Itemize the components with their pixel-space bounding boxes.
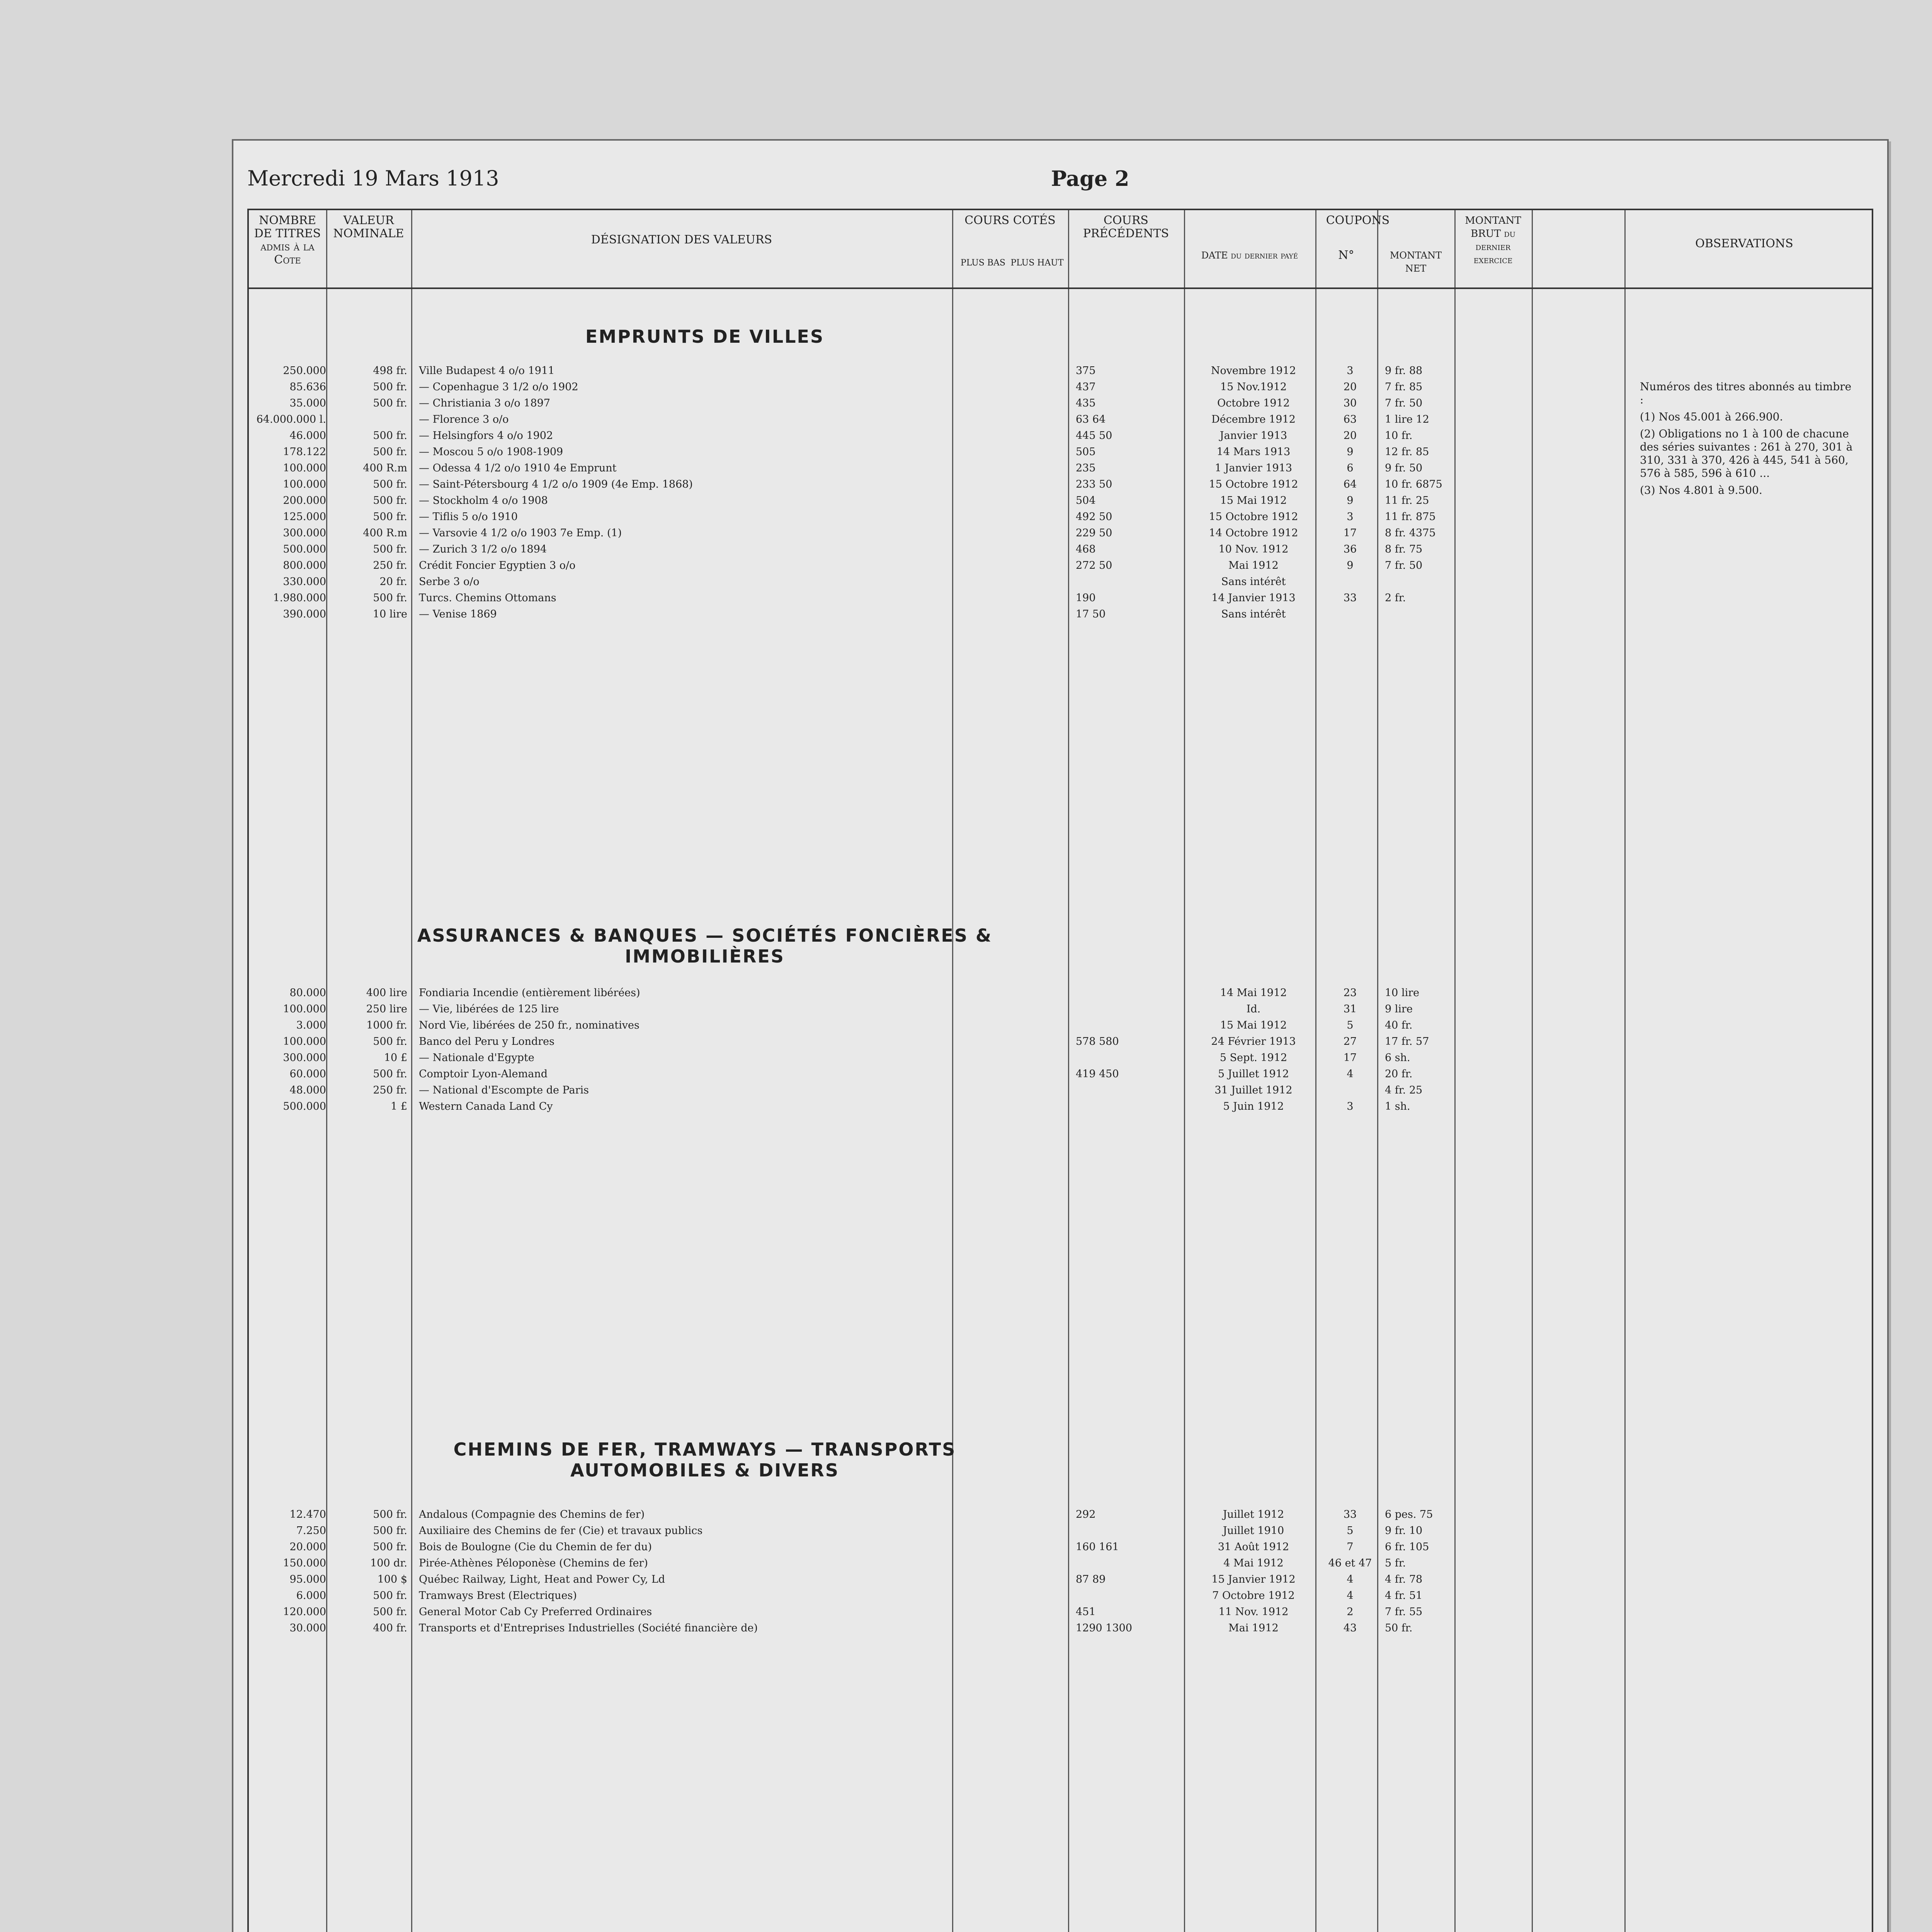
- table-cell: 15 Octobre 1912: [1209, 478, 1298, 490]
- table-cell: Ville Budapest 4 o/o 1911: [419, 365, 555, 377]
- table-cell: 500 fr.: [373, 1509, 407, 1520]
- table-cell: Banco del Peru y Londres: [419, 1036, 555, 1048]
- table-row: [253, 1573, 1489, 1589]
- obs-numeros-1: (1) Nos 45.001 à 266.900.: [1640, 410, 1783, 423]
- table-cell: 300.000: [283, 1052, 326, 1064]
- table-cell: 2 fr.: [1385, 592, 1406, 604]
- table-cell: 87 89: [1076, 1573, 1106, 1585]
- table-cell: — Saint-Pétersbourg 4 1/2 o/o 1909 (4e Emp. 1868): [419, 478, 693, 490]
- table-cell: 14 Janvier 1913: [1211, 592, 1296, 604]
- table-row: [253, 430, 1489, 445]
- col-header-plus-haut: PLUS HAUT: [1010, 258, 1064, 268]
- table-cell: 235: [1076, 462, 1096, 474]
- table-cell: Bois de Boulogne (Cie du Chemin de fer du): [419, 1541, 652, 1553]
- table-cell: Crédit Foncier Egyptien 3 o/o: [419, 560, 576, 571]
- col-divider: [1624, 210, 1626, 1932]
- table-cell: 8 fr. 4375: [1385, 527, 1436, 539]
- table-cell: 500 fr.: [373, 543, 407, 555]
- table-cell: 500 fr.: [373, 381, 407, 393]
- table-cell: 43: [1343, 1622, 1357, 1634]
- table-cell: 5 fr.: [1385, 1557, 1406, 1569]
- table-cell: 6 sh.: [1385, 1052, 1410, 1064]
- table-cell: 1 lire 12: [1385, 413, 1429, 425]
- section-title: ASSURANCES & BANQUES — SOCIÉTÉS FONCIÈRES & IMMOBILIÈRES: [417, 925, 993, 967]
- table-cell: 100.000: [283, 462, 326, 474]
- table-cell: 7 fr. 85: [1385, 381, 1423, 393]
- table-cell: 2: [1347, 1606, 1354, 1618]
- table-cell: 9: [1347, 495, 1354, 507]
- table-cell: Nord Vie, libérées de 250 fr., nominatives: [419, 1019, 639, 1031]
- table-cell: — Zurich 3 1/2 o/o 1894: [419, 543, 547, 555]
- table-row: [253, 462, 1489, 478]
- table-cell: 30: [1343, 397, 1357, 409]
- table-cell: 504: [1076, 495, 1096, 507]
- table-cell: 6 fr. 105: [1385, 1541, 1429, 1553]
- table-cell: 9 fr. 50: [1385, 462, 1423, 474]
- table-cell: 15 Mai 1912: [1220, 1019, 1287, 1031]
- table-cell: 27: [1343, 1036, 1357, 1048]
- section-title: EMPRUNTS DE VILLES: [585, 326, 825, 347]
- table-cell: Fondiaria Incendie (entièrement libérées): [419, 987, 640, 999]
- table-cell: 63: [1343, 413, 1357, 425]
- table-cell: 10 fr.: [1385, 430, 1413, 442]
- table-cell: 200.000: [283, 495, 326, 507]
- table-cell: 500 fr.: [373, 397, 407, 409]
- table-cell: 4 fr. 78: [1385, 1573, 1423, 1585]
- table-cell: 17 50: [1076, 608, 1106, 620]
- table-cell: 500 fr.: [373, 1541, 407, 1553]
- table-cell: Octobre 1912: [1217, 397, 1290, 409]
- table-cell: 33: [1343, 592, 1357, 604]
- table-cell: Id.: [1246, 1003, 1261, 1015]
- table-cell: 6 pes. 75: [1385, 1509, 1433, 1520]
- table-cell: 1000 fr.: [366, 1019, 407, 1031]
- table-row: [253, 413, 1489, 429]
- table-cell: 11 fr. 875: [1385, 511, 1436, 523]
- table-cell: 46 et 47: [1328, 1557, 1372, 1569]
- table-cell: 3.000: [296, 1019, 326, 1031]
- table-row: [253, 1036, 1489, 1051]
- table-cell: 11 fr. 25: [1385, 495, 1429, 507]
- table-cell: 20.000: [289, 1541, 326, 1553]
- table-cell: 300.000: [283, 527, 326, 539]
- table-cell: Tramways Brest (Electriques): [419, 1590, 577, 1602]
- table-cell: 500 fr.: [373, 1590, 407, 1602]
- table-cell: 3: [1347, 365, 1354, 377]
- table-cell: 492 50: [1076, 511, 1112, 523]
- table-row: [253, 527, 1489, 543]
- table-cell: 14 Octobre 1912: [1209, 527, 1298, 539]
- table-row: [253, 1084, 1489, 1100]
- table-cell: Pirée-Athènes Péloponèse (Chemins de fer): [419, 1557, 648, 1569]
- table-cell: Décembre 1912: [1211, 413, 1296, 425]
- table-cell: 7 fr. 50: [1385, 397, 1423, 409]
- table-cell: 20 fr.: [379, 576, 407, 588]
- table-cell: 3: [1347, 1100, 1354, 1112]
- table-cell: 9 fr. 10: [1385, 1525, 1423, 1537]
- table-cell: 400 R.m: [363, 527, 407, 539]
- col-header-designation: DÉSIGNATION DES VALEURS: [591, 233, 772, 247]
- table-cell: Juillet 1912: [1223, 1509, 1284, 1520]
- table-row: [253, 543, 1489, 559]
- table-cell: 120.000: [283, 1606, 326, 1618]
- table-cell: 31 Juillet 1912: [1214, 1084, 1293, 1096]
- table-cell: Transports et d'Entreprises Industrielles (Société financière de): [419, 1622, 758, 1634]
- table-row: [253, 495, 1489, 510]
- table-cell: 250 fr.: [373, 1084, 407, 1096]
- table-cell: 500 fr.: [373, 511, 407, 523]
- table-cell: 1.980.000: [273, 592, 326, 604]
- table-cell: 31 Août 1912: [1218, 1541, 1289, 1553]
- table-cell: 4 fr. 25: [1385, 1084, 1423, 1096]
- table-cell: 330.000: [283, 576, 326, 588]
- table-cell: 1 sh.: [1385, 1100, 1410, 1112]
- table-cell: 7 fr. 50: [1385, 560, 1423, 571]
- table-cell: 20: [1343, 430, 1357, 442]
- table-cell: 4 Mai 1912: [1223, 1557, 1284, 1569]
- table-cell: 292: [1076, 1509, 1096, 1520]
- table-cell: 190: [1076, 592, 1096, 604]
- table-cell: 229 50: [1076, 527, 1112, 539]
- table-cell: Sans intérêt: [1221, 608, 1286, 620]
- table-cell: 4: [1347, 1573, 1354, 1585]
- table-row: [253, 987, 1489, 1002]
- table-cell: 3: [1347, 511, 1354, 523]
- table-cell: 451: [1076, 1606, 1096, 1618]
- table-cell: 64.000.000 l.: [256, 413, 326, 425]
- table-cell: 24 Février 1913: [1211, 1036, 1296, 1048]
- table-cell: 125.000: [283, 511, 326, 523]
- table-cell: — National d'Escompte de Paris: [419, 1084, 589, 1096]
- table-row: [253, 1557, 1489, 1573]
- table-cell: 400 lire: [366, 987, 407, 999]
- table-cell: 5 Juillet 1912: [1218, 1068, 1289, 1080]
- table-cell: — Helsingfors 4 o/o 1902: [419, 430, 553, 442]
- table-row: [253, 478, 1489, 494]
- table-cell: Juillet 1910: [1223, 1525, 1284, 1537]
- table-cell: 498 fr.: [373, 365, 407, 377]
- table-cell: 500.000: [283, 543, 326, 555]
- table-cell: 5: [1347, 1525, 1354, 1537]
- table-cell: 33: [1343, 1509, 1357, 1520]
- table-cell: 9: [1347, 560, 1354, 571]
- table-cell: 10 fr. 6875: [1385, 478, 1442, 490]
- table-cell: 6.000: [296, 1590, 326, 1602]
- table-cell: Western Canada Land Cy: [419, 1100, 553, 1112]
- table-row: [253, 1068, 1489, 1083]
- table-row: [253, 365, 1489, 380]
- col-header-numero: N°: [1338, 248, 1354, 262]
- table-cell: 800.000: [283, 560, 326, 571]
- table-row: [253, 560, 1489, 575]
- table-cell: 250.000: [283, 365, 326, 377]
- table-cell: 1290 1300: [1076, 1622, 1133, 1634]
- table-cell: 435: [1076, 397, 1096, 409]
- table-cell: 64: [1343, 478, 1357, 490]
- table-cell: 375: [1076, 365, 1096, 377]
- table-cell: 578 580: [1076, 1036, 1119, 1048]
- table-cell: 500 fr.: [373, 495, 407, 507]
- table-cell: 35.000: [289, 397, 326, 409]
- table-cell: — Tiflis 5 o/o 1910: [419, 511, 518, 523]
- table-cell: — Venise 1869: [419, 608, 497, 620]
- table-cell: Comptoir Lyon-Alemand: [419, 1068, 548, 1080]
- table-cell: 4: [1347, 1068, 1354, 1080]
- table-cell: 100.000: [283, 1036, 326, 1048]
- table-cell: 10 Nov. 1912: [1218, 543, 1289, 555]
- obs-numeros-3: (3) Nos 4.801 à 9.500.: [1640, 484, 1762, 497]
- table-cell: 233 50: [1076, 478, 1112, 490]
- table-row: [253, 1052, 1489, 1067]
- col-header-plus-bas: PLUS BAS: [961, 258, 1005, 268]
- col-divider: [1532, 210, 1533, 1932]
- table-cell: 17: [1343, 527, 1357, 539]
- page-number: Page 2: [1051, 166, 1129, 191]
- table-cell: 5 Sept. 1912: [1219, 1052, 1287, 1064]
- table-cell: 250 fr.: [373, 560, 407, 571]
- table-cell: 85.636: [289, 381, 326, 393]
- table-cell: Andalous (Compagnie des Chemins de fer): [419, 1509, 645, 1520]
- table-cell: 95.000: [289, 1573, 326, 1585]
- table-row: [253, 1509, 1489, 1524]
- col-header-cours-cotes: COURS COTÉS: [964, 214, 1056, 227]
- section-title: CHEMINS DE FER, TRAMWAYS — TRANSPORTS AUTOMOBILES & DIVERS: [453, 1439, 956, 1481]
- table-cell: 17: [1343, 1052, 1357, 1064]
- table-cell: 100 $: [377, 1573, 407, 1585]
- table-row: [253, 381, 1489, 396]
- table-cell: Novembre 1912: [1211, 365, 1296, 377]
- table-row: [253, 592, 1489, 607]
- table-row: [253, 576, 1489, 591]
- table-cell: 4 fr. 51: [1385, 1590, 1423, 1602]
- table-cell: 20: [1343, 381, 1357, 393]
- col-header-nombre: NOMBRE DE TITRES admis à la Cote: [254, 214, 321, 267]
- table-cell: 400 R.m: [363, 462, 407, 474]
- table-cell: Janvier 1913: [1219, 430, 1287, 442]
- table-cell: 437: [1076, 381, 1096, 393]
- table-cell: 500 fr.: [373, 430, 407, 442]
- table-row: [253, 511, 1489, 526]
- table-cell: 100.000: [283, 1003, 326, 1015]
- table-cell: — Christiania 3 o/o 1897: [419, 397, 550, 409]
- table-cell: General Motor Cab Cy Preferred Ordinaires: [419, 1606, 652, 1618]
- table-row: [253, 446, 1489, 461]
- table-row: [253, 1606, 1489, 1621]
- table-cell: 63 64: [1076, 413, 1106, 425]
- table-cell: 1 £: [391, 1100, 407, 1112]
- table-cell: Serbe 3 o/o: [419, 576, 480, 588]
- table-cell: 390.000: [283, 608, 326, 620]
- obs-numeros-2: (2) Obligations no 1 à 100 de chacune des séries suivantes : 261 à 270, 301 à 310, 331 à 370, 426 à 445, 541 à 560, 576 à 585, 596 à 610 ...: [1640, 427, 1853, 480]
- table-cell: 11 Nov. 1912: [1218, 1606, 1289, 1618]
- table-row: [253, 1003, 1489, 1019]
- table-row: [253, 1019, 1489, 1035]
- table-cell: Québec Railway, Light, Heat and Power Cy, Ld: [419, 1573, 665, 1585]
- table-cell: Mai 1912: [1228, 560, 1279, 571]
- table-cell: 419 450: [1076, 1068, 1119, 1080]
- table-cell: 5: [1347, 1019, 1354, 1031]
- table-cell: 5 Juin 1912: [1223, 1100, 1284, 1112]
- table-cell: 468: [1076, 543, 1096, 555]
- table-cell: — Florence 3 o/o: [419, 413, 509, 425]
- table-cell: 9 fr. 88: [1385, 365, 1423, 377]
- table-cell: Auxiliaire des Chemins de fer (Cie) et travaux publics: [419, 1525, 703, 1537]
- table-cell: 10 lire: [1385, 987, 1420, 999]
- table-cell: 150.000: [283, 1557, 326, 1569]
- table-cell: 100 dr.: [370, 1557, 407, 1569]
- table-cell: 60.000: [289, 1068, 326, 1080]
- page-date: Mercredi 19 Mars 1913: [247, 166, 499, 190]
- table-cell: 31: [1343, 1003, 1357, 1015]
- table-cell: 15 Octobre 1912: [1209, 511, 1298, 523]
- table-cell: 7.250: [296, 1525, 326, 1537]
- table-cell: 9 lire: [1385, 1003, 1413, 1015]
- table-cell: 7 Octobre 1912: [1212, 1590, 1295, 1602]
- table-cell: 500 fr.: [373, 446, 407, 458]
- table-cell: 505: [1076, 446, 1096, 458]
- table-cell: Mai 1912: [1228, 1622, 1279, 1634]
- obs-numeros-title: Numéros des titres abonnés au timbre :: [1640, 380, 1852, 406]
- col-header-valeur: VALEUR NOMINALE: [333, 214, 404, 240]
- table-cell: Sans intérêt: [1221, 576, 1286, 588]
- table-cell: 500 fr.: [373, 478, 407, 490]
- table-cell: 7 fr. 55: [1385, 1606, 1423, 1618]
- table-cell: 400 fr.: [373, 1622, 407, 1634]
- header-rule: [249, 287, 1872, 289]
- table-cell: 12.470: [289, 1509, 326, 1520]
- table-cell: — Moscou 5 o/o 1908-1909: [419, 446, 563, 458]
- col-header-montant: MONTANT NET: [1389, 250, 1442, 274]
- table-cell: 250 lire: [366, 1003, 407, 1015]
- table-cell: 14 Mai 1912: [1220, 987, 1287, 999]
- table-cell: 178.122: [283, 446, 326, 458]
- table-cell: 50 fr.: [1385, 1622, 1413, 1634]
- table-cell: 500 fr.: [373, 1606, 407, 1618]
- table-cell: 23: [1343, 987, 1357, 999]
- table-row: [253, 397, 1489, 413]
- page-header: [232, 162, 1886, 193]
- col-header-montant-brut: MONTANT BRUT du dernier exercice: [1465, 215, 1521, 266]
- table-cell: 15 Mai 1912: [1220, 495, 1287, 507]
- table-cell: 500.000: [283, 1100, 326, 1112]
- table-cell: 100.000: [283, 478, 326, 490]
- table-cell: 500 fr.: [373, 1525, 407, 1537]
- table-row: [253, 1525, 1489, 1540]
- quotation-table: [247, 209, 1873, 1932]
- table-row: [253, 1541, 1489, 1556]
- table-cell: 7: [1347, 1541, 1354, 1553]
- table-cell: 15 Janvier 1912: [1211, 1573, 1296, 1585]
- table-cell: — Stockholm 4 o/o 1908: [419, 495, 548, 507]
- table-cell: 46.000: [289, 430, 326, 442]
- table-cell: 9: [1347, 446, 1354, 458]
- col-header-date: DATE du dernier payé: [1201, 250, 1298, 261]
- table-cell: 48.000: [289, 1084, 326, 1096]
- table-cell: 80.000: [289, 987, 326, 999]
- table-cell: 500 fr.: [373, 1036, 407, 1048]
- table-row: [253, 608, 1489, 624]
- table-cell: 36: [1343, 543, 1357, 555]
- table-cell: 20 fr.: [1385, 1068, 1413, 1080]
- col-header-observations: OBSERVATIONS: [1695, 237, 1793, 250]
- table-cell: 1 Janvier 1913: [1214, 462, 1293, 474]
- table-row: [253, 1100, 1489, 1116]
- table-cell: 8 fr. 75: [1385, 543, 1423, 555]
- table-cell: — Vie, libérées de 125 lire: [419, 1003, 559, 1015]
- table-cell: 272 50: [1076, 560, 1112, 571]
- col-header-cours-precedents: COURS PRÉCÉDENTS: [1083, 214, 1169, 240]
- table-cell: — Varsovie 4 1/2 o/o 1903 7e Emp. (1): [419, 527, 622, 539]
- table-cell: — Nationale d'Egypte: [419, 1052, 534, 1064]
- table-cell: 500 fr.: [373, 1068, 407, 1080]
- table-row: [253, 1622, 1489, 1638]
- table-cell: 6: [1347, 462, 1354, 474]
- table-cell: 445 50: [1076, 430, 1112, 442]
- table-cell: 30.000: [289, 1622, 326, 1634]
- table-cell: 15 Nov.1912: [1220, 381, 1287, 393]
- table-cell: 10 lire: [372, 608, 407, 620]
- table-cell: — Odessa 4 1/2 o/o 1910 4e Emprunt: [419, 462, 617, 474]
- observations-block: [1640, 380, 1856, 501]
- table-cell: Turcs. Chemins Ottomans: [419, 592, 556, 604]
- table-cell: 500 fr.: [373, 592, 407, 604]
- table-row: [253, 1590, 1489, 1605]
- table-cell: 160 161: [1076, 1541, 1119, 1553]
- table-cell: 10 £: [384, 1052, 407, 1064]
- table-cell: 17 fr. 57: [1385, 1036, 1429, 1048]
- table-cell: 40 fr.: [1385, 1019, 1413, 1031]
- col-header-coupons: COUPONS: [1326, 214, 1390, 227]
- table-cell: 14 Mars 1913: [1216, 446, 1291, 458]
- table-cell: 12 fr. 85: [1385, 446, 1429, 458]
- table-cell: — Copenhague 3 1/2 o/o 1902: [419, 381, 578, 393]
- table-cell: 4: [1347, 1590, 1354, 1602]
